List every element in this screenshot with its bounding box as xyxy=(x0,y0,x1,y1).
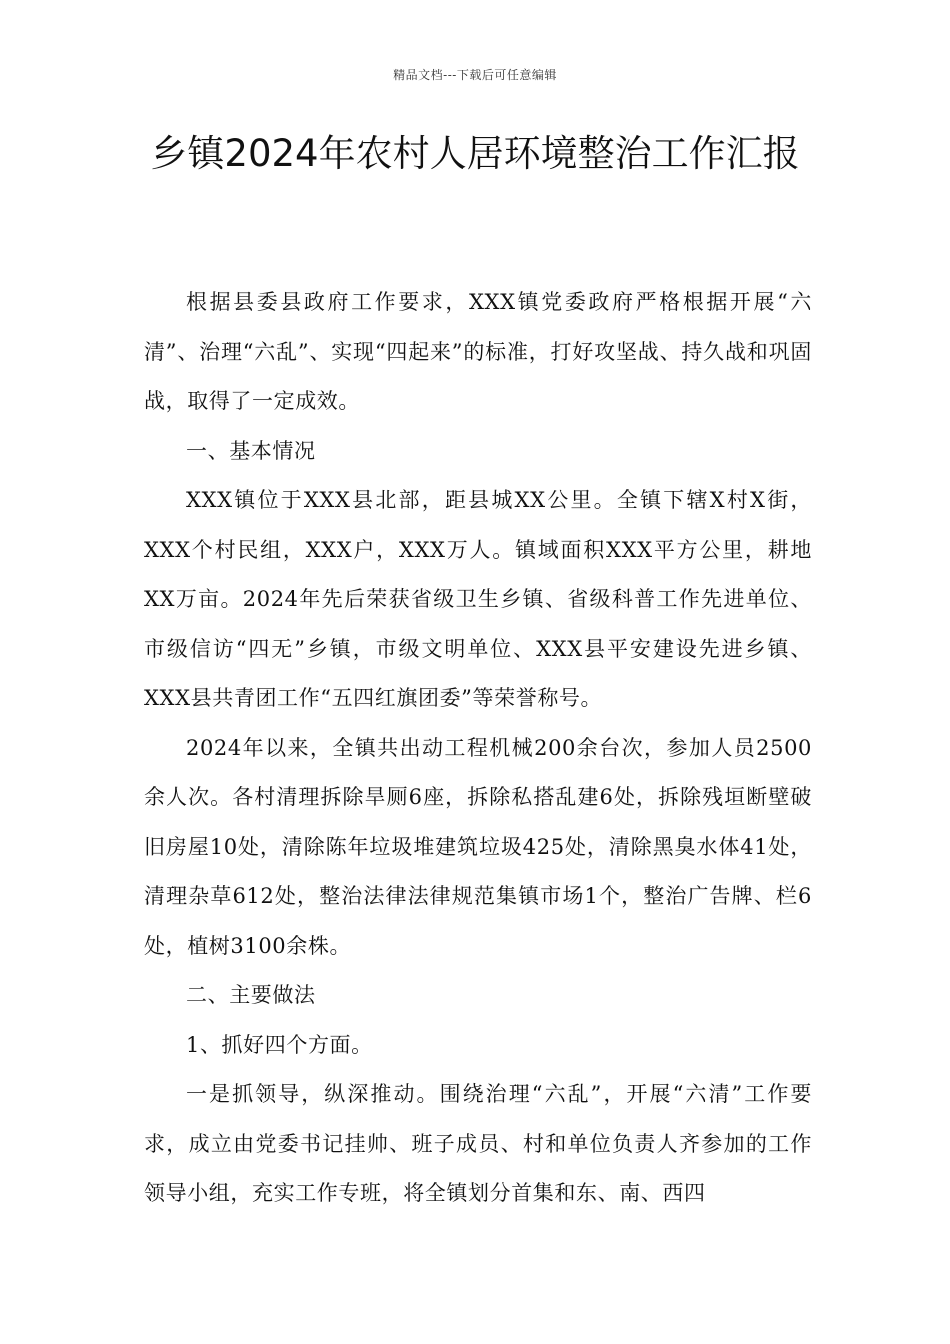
paragraph-work-statistics: 2024年以来，全镇共出动工程机械200余台次，参加人员2500余人次。各村清理拆除旱厕6座，拆除私搭乱建6处，拆除残垣断壁破旧房屋10处，清除陈年垃圾堆建筑垃圾425处，清除黑臭水体41处，清理杂草612处，整治法律法律规范集镇市场1个，整治广告牌、栏6处，植树3100余株。 xyxy=(144,735,812,958)
document-body xyxy=(144,278,812,1219)
section-heading-main-methods: 二、主要做法 xyxy=(186,983,316,1007)
section-heading-basic-situation: 一、基本情况 xyxy=(186,438,316,463)
document-title: 乡镇2024年农村人居环境整治工作汇报 xyxy=(150,132,800,175)
header-note: 精品文档---下载后可任意编辑 xyxy=(393,68,557,82)
paragraph-basic-situation: XXX镇位于XXX县北部，距县城XX公里。全镇下辖X村X街，XXX个村民组，XXX户，XXX万人。镇域面积XXX平方公里，耕地XX万亩。2024年先后荣获省级卫生乡镇、省级科普工作先进单位、市级信访“四无”乡镇，市级文明单位、XXX县平安建设先进乡镇、XXX县共青团工作“五四红旗团委”等荣誉称号。 xyxy=(144,488,812,710)
paragraph-intro: 根据县委县政府工作要求，XXX镇党委政府严格根据开展“六清”、治理“六乱”、实现“四起来”的标准，打好攻坚战、持久战和巩固战，取得了一定成效。 xyxy=(144,290,812,413)
paragraph-leadership: 一是抓领导，纵深推动。围绕治理“六乱”，开展“六清”工作要求，成立由党委书记挂帅、班子成员、村和单位负责人齐参加的工作领导小组，充实工作专班，将全镇划分首集和东、南、西四 xyxy=(144,1082,812,1205)
subsection-heading-four-aspects: 1、抓好四个方面。 xyxy=(186,1032,373,1057)
